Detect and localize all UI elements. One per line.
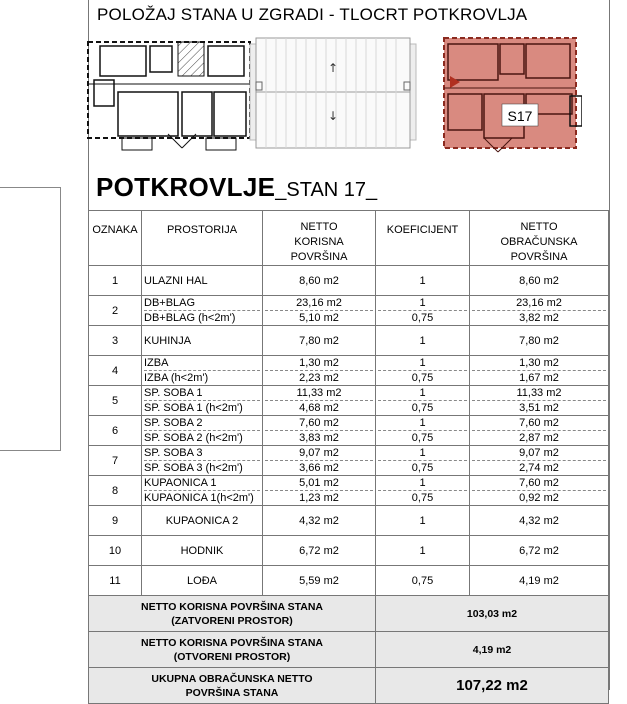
table-cell: 4,32 m2: [263, 506, 376, 536]
table-cell: 5,59 m2: [263, 566, 376, 596]
table-cell: IZBA IZBA (h<2m'): [142, 356, 263, 386]
header-obracunska: NETTO OBRAČUNSKA POVRŠINA: [470, 211, 609, 266]
table-cell: 8,60 m2: [263, 266, 376, 296]
table-cell: 3: [89, 326, 142, 356]
area-table: [88, 210, 609, 704]
table-cell: 1 0,75: [376, 296, 470, 326]
table-row: [89, 416, 609, 446]
table-row: [89, 386, 609, 416]
table-cell: SP. SOBA 2 SP. SOBA 2 (h<2m'): [142, 416, 263, 446]
header-koeficijent: KOEFICIJENT: [376, 211, 470, 266]
table-cell: LOĐA: [142, 566, 263, 596]
table-row: [89, 266, 609, 296]
unit-label: S17: [507, 108, 533, 124]
table-cell: KUPAONICA 1 KUPAONICA 1(h<2m'): [142, 476, 263, 506]
table-cell: 7,80 m2: [263, 326, 376, 356]
table-cell: 9,07 m2 3,66 m2: [263, 446, 376, 476]
table-cell: 1 0,75: [376, 356, 470, 386]
table-row: [89, 446, 609, 476]
table-cell: SP. SOBA 3 SP. SOBA 3 (h<2m'): [142, 446, 263, 476]
table-cell: 4,19 m2: [470, 566, 609, 596]
table-cell: 1 0,75: [376, 476, 470, 506]
table-cell: ULAZNI HAL: [142, 266, 263, 296]
table-cell: 10: [89, 536, 142, 566]
table-cell: 11,33 m2 4,68 m2: [263, 386, 376, 416]
heading-main: POTKROVLJE: [96, 172, 276, 202]
table-cell: 9: [89, 506, 142, 536]
table-cell: 7,80 m2: [470, 326, 609, 356]
table-row: [89, 536, 609, 566]
table-cell: 1: [89, 266, 142, 296]
table-cell: 5: [89, 386, 142, 416]
table-cell: DB+BLAG DB+BLAG (h<2m'): [142, 296, 263, 326]
table-cell: 1,30 m2 2,23 m2: [263, 356, 376, 386]
table-cell: 7,60 m2 3,83 m2: [263, 416, 376, 446]
table-cell: 1: [376, 266, 470, 296]
table-cell: 7: [89, 446, 142, 476]
header-prostorija: PROSTORIJA: [142, 211, 263, 266]
table-cell: 1,30 m2 1,67 m2: [470, 356, 609, 386]
table-cell: 103,03 m2: [376, 596, 609, 632]
table-cell: NETTO KORISNA POVRŠINA STANA (OTVORENI PROSTOR): [89, 632, 376, 668]
summary-row-total: [89, 668, 609, 704]
side-frame: [0, 187, 61, 451]
table-row: [89, 476, 609, 506]
table-cell: 1: [376, 506, 470, 536]
table-cell: 6: [89, 416, 142, 446]
table-cell: HODNIK: [142, 536, 263, 566]
table-cell: 23,16 m2 5,10 m2: [263, 296, 376, 326]
table-cell: 1: [376, 326, 470, 356]
table-cell: 4,19 m2: [376, 632, 609, 668]
summary-row-closed: [89, 596, 609, 632]
table-cell: 7,60 m2 0,92 m2: [470, 476, 609, 506]
section-heading: [96, 172, 377, 203]
plan-right-wing: [444, 38, 582, 152]
table-cell: 11,33 m2 3,51 m2: [470, 386, 609, 416]
table-cell: 4,32 m2: [470, 506, 609, 536]
heading-sub: _STAN 17_: [275, 179, 378, 201]
table-cell: 8: [89, 476, 142, 506]
summary-row-open: [89, 632, 609, 668]
table-cell: 4: [89, 356, 142, 386]
table-cell: UKUPNA OBRAČUNSKA NETTO POVRŠINA STANA: [89, 668, 376, 704]
table-row: [89, 296, 609, 326]
table-cell: 7,60 m2 2,87 m2: [470, 416, 609, 446]
table-cell: NETTO KORISNA POVRŠINA STANA (ZATVORENI PROSTOR): [89, 596, 376, 632]
table-header-row: [89, 211, 609, 266]
table-cell: 8,60 m2: [470, 266, 609, 296]
arrow-up-icon: ↑: [327, 61, 339, 75]
table-cell: 1 0,75: [376, 446, 470, 476]
table-cell: 23,16 m2 3,82 m2: [470, 296, 609, 326]
table-cell: KUPAONICA 2: [142, 506, 263, 536]
table-cell: 9,07 m2 2,74 m2: [470, 446, 609, 476]
table-cell: 1: [376, 536, 470, 566]
plan-left-wing: [88, 42, 250, 150]
arrow-down-icon: ↓: [327, 109, 339, 123]
header-netto: NETTO KORISNA POVRŠINA: [263, 211, 376, 266]
table-cell: 107,22 m2: [376, 668, 609, 704]
page-title: POLOŽAJ STANA U ZGRADI - TLOCRT POTKROVLJA: [97, 5, 528, 24]
table-row: [89, 566, 609, 596]
table-row: [89, 326, 609, 356]
table-cell: 5,01 m2 1,23 m2: [263, 476, 376, 506]
table-cell: SP. SOBA 1 SP. SOBA 1 (h<2m'): [142, 386, 263, 416]
header-oznaka: OZNAKA: [89, 211, 142, 266]
table-cell: 0,75: [376, 566, 470, 596]
table-cell: KUHINJA: [142, 326, 263, 356]
table-cell: 11: [89, 566, 142, 596]
table-cell: 2: [89, 296, 142, 326]
table-cell: 1 0,75: [376, 386, 470, 416]
table-cell: 6,72 m2: [470, 536, 609, 566]
plan-middle-roof: [256, 38, 410, 148]
table-row: [89, 506, 609, 536]
floor-plan: [86, 36, 582, 160]
table-cell: 6,72 m2: [263, 536, 376, 566]
table-cell: 1 0,75: [376, 416, 470, 446]
table-row: [89, 356, 609, 386]
